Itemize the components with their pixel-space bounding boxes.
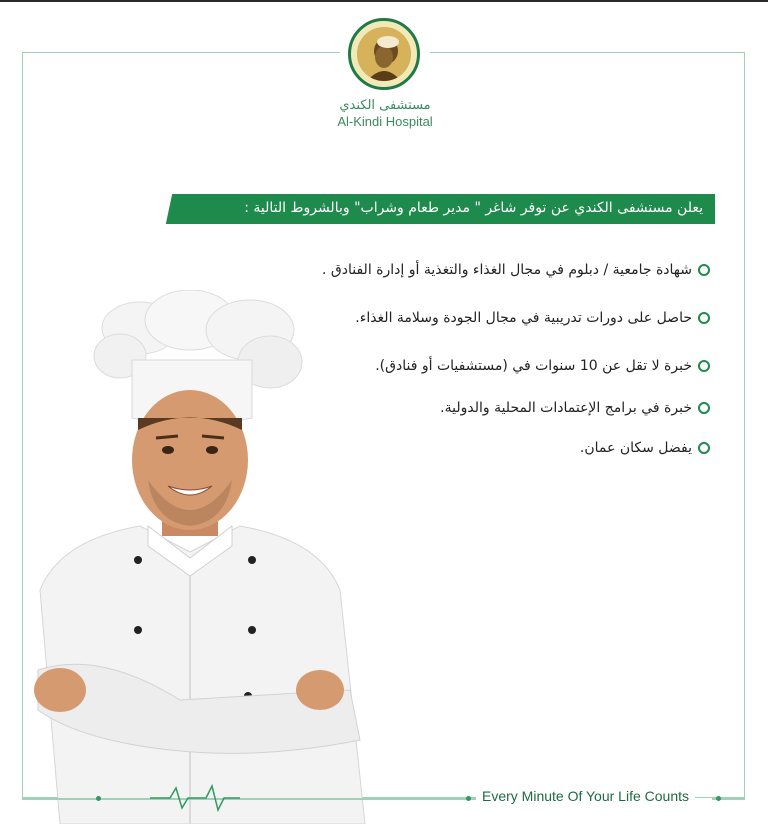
circle-bullet-icon: [698, 402, 710, 414]
requirement-text: شهادة جامعية / دبلوم في مجال الغذاء والتغذية أو إدارة الفنادق .: [321, 262, 692, 278]
brand-name-english: Al-Kindi Hospital: [337, 114, 433, 129]
circle-bullet-icon: [698, 312, 710, 324]
requirement-text: خبرة لا تقل عن 10 سنوات في (مستشفيات أو فنادق).: [375, 358, 692, 374]
footer-slogan: Every Minute Of Your Life Counts: [476, 788, 695, 804]
requirement-item: [440, 400, 710, 416]
brand-name-arabic: مستشفى الكندي: [339, 98, 431, 113]
chef-image: [20, 290, 380, 824]
announcement-banner: [175, 194, 715, 224]
footer-dot: [716, 796, 721, 801]
footer-line-left: [22, 798, 482, 800]
chef-face: [132, 390, 248, 536]
top-edge-line: [0, 0, 768, 2]
requirement-text: خبرة في برامج الإعتمادات المحلية والدولية.: [440, 400, 692, 416]
circle-bullet-icon: [698, 442, 710, 454]
footer-dot: [466, 796, 471, 801]
circle-bullet-icon: [698, 264, 710, 276]
requirement-text: حاصل على دورات تدريبية في مجال الجودة وسلامة الغذاء.: [355, 310, 692, 326]
announcement-heading: يعلن مستشفى الكندي عن توفر شاغر " مدير طعام وشراب" وبالشروط التالية :: [244, 200, 703, 216]
requirement-item: [375, 358, 710, 374]
circle-bullet-icon: [698, 360, 710, 372]
requirement-item: [322, 262, 710, 278]
logo-seal-icon: [357, 27, 411, 81]
heartbeat-icon: [150, 784, 240, 812]
hospital-logo: [348, 18, 420, 90]
requirement-item: [580, 440, 710, 456]
requirement-item: [355, 310, 710, 326]
requirement-text: يفضل سكان عمان.: [579, 440, 692, 456]
footer-dot: [96, 796, 101, 801]
scholar-portrait-icon: [357, 27, 411, 81]
